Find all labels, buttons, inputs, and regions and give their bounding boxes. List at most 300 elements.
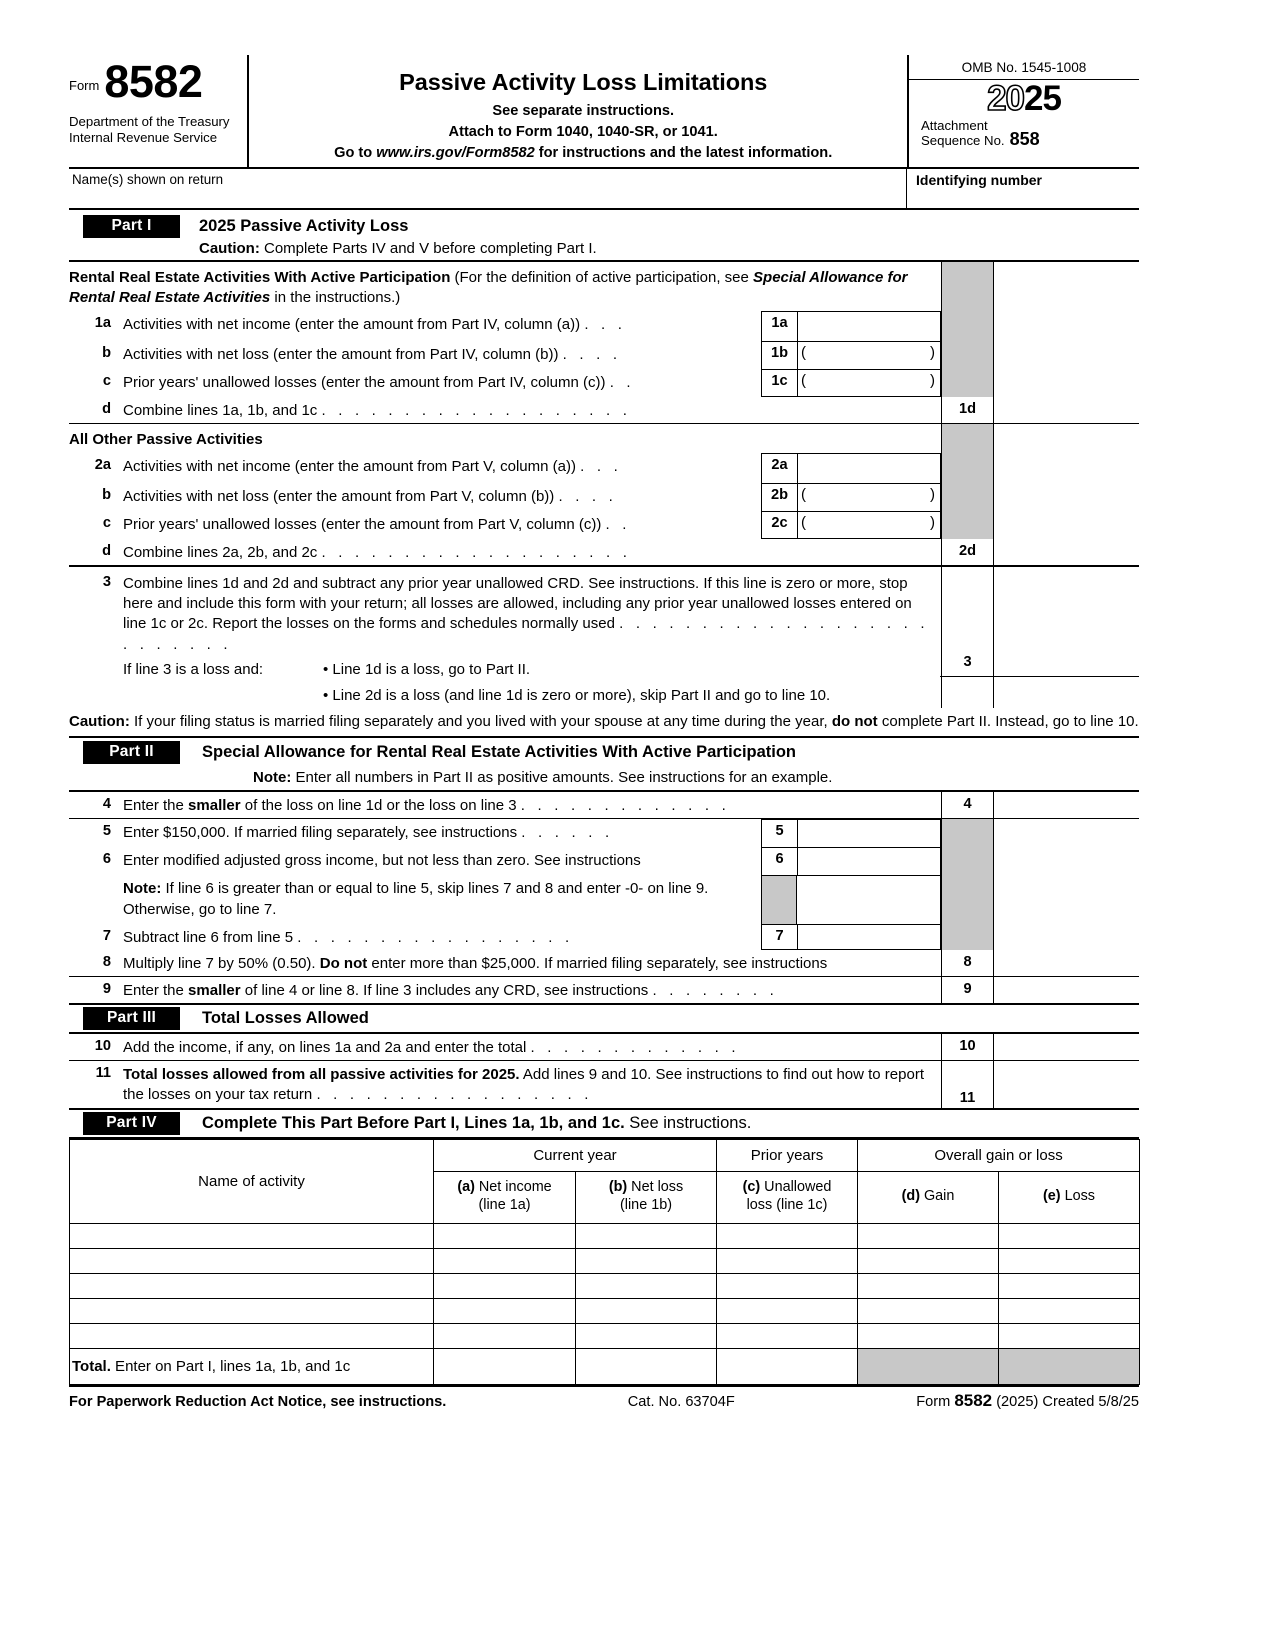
answer-column-spacer-2 [993, 424, 1139, 453]
line-9-post: of line 4 or line 8. If line 3 includes any CRD, see instructions [240, 981, 653, 999]
shaded-spacer-6 [941, 847, 993, 875]
part-3-title: Total Losses Allowed [202, 1008, 369, 1027]
header-divider [247, 55, 249, 167]
omb-number: OMB No. 1545-1008 [909, 55, 1139, 80]
shaded-spacer-2 [941, 424, 993, 453]
line-3-tag: 3 [963, 654, 972, 671]
part-1-caution-bold: Caution: [199, 240, 260, 257]
activity-gain-cell[interactable] [858, 1248, 999, 1273]
paren-open-1b: ( [801, 343, 806, 361]
line-11-tag-col [941, 1061, 993, 1109]
overall-gain-or-loss-header: Overall gain or loss [858, 1140, 1140, 1172]
table-row [70, 1323, 1140, 1348]
line-1b-amount-box [761, 341, 941, 369]
rental-real-estate-heading [69, 262, 941, 311]
line-2c-row [69, 511, 1139, 539]
total-unallowed-loss-cell[interactable] [717, 1348, 858, 1384]
caution-2-donot: do not [831, 713, 878, 731]
line-2b-number: b [102, 486, 111, 503]
col-c-letter: (c) [742, 1179, 761, 1196]
part-4-banner [69, 1110, 1139, 1137]
rental-heading-bold: Rental Real Estate Activities With Active Participation [69, 269, 451, 286]
line-7-tag: 7 [762, 925, 798, 949]
line-10-tag: 10 [941, 1034, 993, 1060]
part-1-caution-text: Complete Parts IV and V before completing Part I. [259, 240, 597, 257]
line-6-note [123, 875, 761, 924]
line-7-dots: . . . . . . . . . . . . . . . . . [297, 928, 574, 946]
total-gain-shaded-cell [858, 1348, 999, 1384]
line-3-input[interactable] [993, 567, 1139, 709]
part-4-total-rest: Enter on Part I, lines 1a, 1b, and 1c [110, 1357, 351, 1375]
line-2d-dots: . . . . . . . . . . . . . . . . . . . [321, 543, 632, 561]
activity-unallowed-loss-cell[interactable] [717, 1223, 858, 1248]
col-a-line2: (line 1a) [478, 1197, 531, 1214]
answer-spacer-1c [993, 369, 1139, 397]
part-3-tag: Part III [83, 1007, 180, 1030]
line-9-row [69, 977, 1139, 1003]
activity-gain-cell[interactable] [858, 1273, 999, 1298]
note6-blank-cell [797, 875, 941, 924]
part-4-title-bold: Complete This Part Before Part I, Lines 1a, 1b, and 1c. [202, 1114, 625, 1133]
form-label: Form [69, 78, 100, 94]
col-d-header [858, 1172, 999, 1224]
line-1a-row [69, 311, 1139, 341]
line-2a-amount-box [761, 453, 941, 483]
line-9-pre: Enter the [123, 981, 189, 999]
col-b-line2: (line 1b) [620, 1197, 672, 1214]
irs-url[interactable]: www.irs.gov/Form8582 [376, 145, 535, 161]
form-identity-block [69, 55, 247, 167]
prior-years-header: Prior years [717, 1140, 858, 1172]
line-1b-tag: 1b [762, 342, 798, 369]
part-2-note-bold: Note: [253, 769, 292, 787]
line-9-tag: 9 [941, 977, 993, 1003]
line-3-conditions [123, 660, 935, 707]
line-8-pre: Multiply line 7 by 50% (0.50). [123, 954, 320, 972]
table-row [70, 1223, 1140, 1248]
line-1d-dots: . . . . . . . . . . . . . . . . . . . [321, 401, 632, 419]
activity-net-income-cell[interactable] [434, 1248, 576, 1273]
line-2c-number: c [102, 514, 111, 531]
subtitle-see-instructions: See separate instructions. [492, 103, 675, 119]
answer-spacer-6 [993, 847, 1139, 875]
line-2a-row [69, 453, 1139, 483]
line-10-number: 10 [94, 1037, 111, 1054]
answer-spacer-2b [993, 483, 1139, 511]
activity-unallowed-loss-cell[interactable] [717, 1323, 858, 1348]
table-row [70, 1298, 1140, 1323]
all-other-heading [69, 424, 941, 453]
line-6-input[interactable] [798, 848, 940, 875]
line-2d-input[interactable] [993, 539, 1139, 565]
line-2d-row [69, 539, 1139, 565]
activity-loss-cell[interactable] [999, 1273, 1140, 1298]
attachment-number: 858 [1009, 129, 1040, 150]
answer-spacer-2c [993, 511, 1139, 539]
line-1c-dots: . . [609, 373, 635, 391]
all-other-heading-text: All Other Passive Activities [69, 430, 263, 448]
line-1b-dots: . . . . [562, 345, 622, 363]
line-2d-tag: 2d [941, 539, 993, 565]
department-line-2: Internal Revenue Service [69, 129, 218, 145]
current-year-header: Current year [434, 1140, 717, 1172]
omb-block [907, 55, 1139, 167]
line-5-text [123, 819, 761, 847]
activity-net-income-cell[interactable] [434, 1323, 576, 1348]
activity-loss-cell[interactable] [999, 1248, 1140, 1273]
line-6-note-spacer [69, 875, 123, 924]
form-header [69, 55, 1139, 169]
answer-column-spacer [993, 262, 1139, 311]
caution-2-text-b: complete Part II. Instead, go to line 10. [877, 713, 1139, 731]
footer-form-id [916, 1391, 1139, 1411]
col-b-line1: Net loss [627, 1179, 684, 1196]
col-e-line1: Loss [1060, 1188, 1095, 1205]
footer-form-word: Form [916, 1393, 955, 1410]
activity-gain-cell[interactable] [858, 1223, 999, 1248]
part-1-banner [69, 210, 1139, 260]
goto-prefix: Go to [334, 145, 377, 161]
part-3-banner [69, 1005, 1139, 1032]
line-4-input[interactable] [993, 792, 1139, 818]
line-7-label: Subtract line 6 from line 5 [123, 928, 294, 946]
answer-spacer-1b [993, 341, 1139, 369]
activity-unallowed-loss-cell[interactable] [717, 1298, 858, 1323]
activity-net-income-cell[interactable] [434, 1298, 576, 1323]
line-9-bold: smaller [188, 981, 241, 999]
shaded-spacer-1b [941, 341, 993, 369]
line-1d-row [69, 397, 1139, 423]
line-7-input[interactable] [798, 925, 940, 949]
answer-spacer-note6 [993, 875, 1139, 924]
line-3-input-rule [992, 676, 1139, 677]
catalog-number: Cat. No. 63704F [627, 1393, 735, 1410]
activity-gain-cell[interactable] [858, 1323, 999, 1348]
line-8-tag: 8 [941, 950, 993, 976]
shaded-spacer-2b [941, 483, 993, 511]
paren-close-2b: ) [930, 485, 935, 503]
caution-2-text-a: If your filing status is married filing separately and you lived with your spouse at any time during the year, [129, 713, 832, 731]
total-net-income-cell[interactable] [434, 1348, 576, 1384]
page-title: Passive Activity Loss Limitations [399, 69, 768, 95]
subtitle-goto-url [263, 145, 903, 161]
line-1c-row [69, 369, 1139, 397]
part-4-total-row [70, 1348, 1140, 1384]
activity-name-cell[interactable] [70, 1273, 434, 1298]
paperwork-notice: For Paperwork Reduction Act Notice, see instructions. [69, 1393, 447, 1410]
line-1a-dots: . . . [584, 315, 627, 333]
line-2b-input[interactable] [798, 484, 940, 511]
line-4-pre: Enter the [123, 797, 189, 815]
goto-suffix: for instructions and the latest information. [534, 145, 833, 161]
line-1a-input[interactable] [798, 312, 940, 341]
form-footer [69, 1387, 1139, 1411]
attachment-sequence [909, 117, 1139, 154]
table-row [70, 1248, 1140, 1273]
paren-open-1c: ( [801, 371, 806, 389]
line-2d-number: d [102, 542, 111, 559]
line-3-tag-rule [940, 676, 994, 677]
col-b-header [576, 1172, 717, 1224]
col-c-header [717, 1172, 858, 1224]
line-11-input[interactable] [993, 1061, 1139, 1109]
line-4-row [69, 792, 1139, 818]
line-6-number: 6 [102, 851, 111, 868]
line-1b-row [69, 341, 1139, 369]
line-2c-label: Prior years' unallowed losses (enter the amount from Part V, column (c)) [123, 515, 602, 533]
taxpayer-row [69, 169, 1139, 210]
shaded-spacer-2c [941, 511, 993, 539]
line-7-amount-box [761, 924, 941, 950]
line-5-tag: 5 [762, 820, 798, 847]
tax-year [909, 81, 1139, 117]
line-1b-input[interactable] [798, 342, 940, 369]
part-1-title: 2025 Passive Activity Loss [199, 217, 409, 235]
line-11-rest: Add lines 9 and 10. See instructions to find out how to report the losses on your tax return [123, 1065, 924, 1103]
col-a-line1: Net income [474, 1179, 552, 1196]
line-1a-label: Activities with net income (enter the amount from Part IV, column (a)) [123, 315, 581, 333]
footer-form-number: 8582 [954, 1390, 993, 1410]
line-8-number: 8 [102, 953, 111, 970]
line-2c-input[interactable] [798, 512, 940, 538]
line-5-input[interactable] [798, 820, 940, 847]
line-1a-amount-box [761, 311, 941, 341]
line-2b-text [123, 483, 761, 511]
line-2a-input[interactable] [798, 454, 940, 483]
activity-loss-cell[interactable] [999, 1323, 1140, 1348]
part-2-tag: Part II [83, 741, 180, 764]
line-4-post: of the loss on line 1d or the loss on line 3 [240, 797, 517, 815]
line-4-text [123, 792, 941, 818]
line-3-bullets [323, 660, 830, 707]
line-5-number: 5 [102, 823, 111, 840]
name-of-activity-header: Name of activity [70, 1140, 434, 1224]
activity-net-loss-cell[interactable] [576, 1323, 717, 1348]
line-1a-number: 1a [94, 314, 111, 331]
line-2c-dots: . . [605, 515, 631, 533]
line-7-text [123, 924, 761, 950]
line-2b-row [69, 483, 1139, 511]
shaded-spacer [941, 262, 993, 311]
line-3-label: Combine lines 1d and 2d and subtract any prior year unallowed CRD. See instructions. If this line is zero or more, stop here and include this form with your return; all losses are allowed, including any prior year unallowed losses entered on line 1c or 2c. Report the losses on the forms and schedules normally used [123, 574, 912, 633]
line-2a-dots: . . . [580, 457, 622, 475]
activity-net-loss-cell[interactable] [576, 1223, 717, 1248]
year-century: 20 [987, 79, 1024, 118]
col-d-line1: Gain [919, 1188, 955, 1205]
rental-heading-tail: in the instructions.) [270, 288, 401, 306]
line-1c-amount-box [761, 369, 941, 397]
line-2a-text [123, 453, 761, 483]
identifying-number-label: Identifying number [916, 172, 1042, 188]
line-11-row [69, 1061, 1139, 1109]
activity-net-loss-cell[interactable] [576, 1273, 717, 1298]
line-1d-tag: 1d [941, 397, 993, 423]
line-10-input[interactable] [993, 1034, 1139, 1060]
line-1b-number: b [102, 344, 111, 361]
total-net-loss-cell[interactable] [576, 1348, 717, 1384]
line-2b-amount-box [761, 483, 941, 511]
line-5-amount-box [761, 819, 941, 847]
shaded-spacer-2a [941, 453, 993, 483]
activity-loss-cell[interactable] [999, 1223, 1140, 1248]
part-4-total-label [70, 1348, 434, 1384]
names-shown-label: Name(s) shown on return [72, 172, 224, 187]
activity-net-loss-cell[interactable] [576, 1298, 717, 1323]
line-11-tag: 11 [959, 1090, 976, 1107]
activity-net-income-cell[interactable] [434, 1273, 576, 1298]
answer-spacer-1a [993, 311, 1139, 341]
shaded-tag-note6 [761, 875, 797, 924]
shaded-spacer-5 [941, 819, 993, 847]
activity-gain-cell[interactable] [858, 1298, 999, 1323]
line-8-input[interactable] [993, 950, 1139, 976]
paren-close-1b: ) [930, 343, 935, 361]
part-4-table [69, 1139, 1140, 1385]
line-1d-label: Combine lines 1a, 1b, and 1c [123, 401, 318, 419]
table-row [70, 1273, 1140, 1298]
line-3-row [69, 567, 1139, 709]
paren-open-2c: ( [801, 513, 806, 531]
paren-close-2c: ) [930, 513, 935, 531]
col-a-letter: (a) [457, 1179, 475, 1196]
activity-net-loss-cell[interactable] [576, 1248, 717, 1273]
department-line-1: Department of the Treasury [69, 114, 230, 130]
line-1c-label: Prior years' unallowed losses (enter the amount from Part IV, column (c)) [123, 373, 606, 391]
line-8-post: enter more than $25,000. If married filing separately, see instructions [367, 954, 828, 972]
line-8-text [123, 950, 941, 976]
footer-form-year: (2025) Created 5/8/25 [992, 1393, 1139, 1410]
line-9-number: 9 [102, 980, 111, 997]
line-1d-number: d [102, 400, 111, 417]
part-4-title [180, 1112, 751, 1133]
line-3-cond-lead: If line 3 is a loss and: [123, 660, 264, 678]
attachment-label-2: Sequence No. [921, 133, 1005, 148]
identifying-number-field[interactable] [907, 169, 1139, 208]
line-2d-text [123, 539, 941, 565]
line-2c-tag: 2c [762, 512, 798, 538]
activity-net-income-cell[interactable] [434, 1223, 576, 1248]
line-3-dots: . . . . . . . . . . . . . . . . . . . . . . . . . . [123, 615, 929, 653]
line-9-input[interactable] [993, 977, 1139, 1003]
part-4-tag: Part IV [83, 1112, 180, 1135]
line-4-tag: 4 [941, 792, 993, 818]
form-sheet [69, 55, 1139, 1411]
part-1-tag: Part I [83, 215, 180, 238]
part-1-caution-2 [69, 708, 1139, 736]
col-c-line2: loss (line 1c) [746, 1197, 828, 1214]
line-5-row [69, 819, 1139, 847]
activity-unallowed-loss-cell[interactable] [717, 1273, 858, 1298]
col-a-header [434, 1172, 576, 1224]
line-11-text [123, 1061, 941, 1109]
line-3-tag-col [941, 567, 993, 709]
paren-close-1c: ) [930, 371, 935, 389]
names-shown-field[interactable] [69, 169, 907, 208]
part-4-total-bold: Total. [72, 1357, 111, 1375]
line-5-dots: . . . . . . [521, 824, 614, 842]
col-e-letter: (e) [1043, 1188, 1061, 1205]
line-9-dots: . . . . . . . . [652, 981, 778, 999]
shaded-spacer-7 [941, 924, 993, 950]
line-2b-label: Activities with net loss (enter the amount from Part V, column (b)) [123, 487, 555, 505]
form-number: 8582 [104, 56, 203, 107]
answer-spacer-5 [993, 819, 1139, 847]
line-6-row [69, 847, 1139, 875]
line-1d-input[interactable] [993, 397, 1139, 423]
line-1b-label: Activities with net loss (enter the amount from Part IV, column (b)) [123, 345, 559, 363]
line-10-text [123, 1034, 941, 1060]
col-d-letter: (d) [901, 1188, 920, 1205]
part-4-group-header-row [70, 1140, 1140, 1172]
rental-heading-rest: (For the definition of active participation, see [450, 269, 754, 286]
year-suffix: 25 [1024, 79, 1061, 118]
shaded-spacer-1a [941, 311, 993, 341]
line-10-dots: . . . . . . . . . . . . . [530, 1038, 740, 1056]
line-1c-tag: 1c [762, 370, 798, 396]
line-1b-text [123, 341, 761, 369]
shaded-spacer-1c [941, 369, 993, 397]
line-1a-text [123, 311, 761, 341]
col-c-line1: Unallowed [760, 1179, 832, 1196]
line-3-text [123, 567, 941, 709]
part-4-title-rest: See instructions. [624, 1114, 752, 1133]
tax-year-block [909, 80, 1139, 153]
line-6-text: Enter modified adjusted gross income, but not less than zero. See instructions [123, 852, 641, 870]
line-8-row [69, 950, 1139, 976]
line-4-number: 4 [102, 796, 111, 813]
part-2-note-text: Enter all numbers in Part II as positive amounts. See instructions for an example. [291, 769, 833, 787]
part-2-title: Special Allowance for Rental Real Estate Activities With Active Participation [202, 743, 797, 762]
subtitle-attach-to: Attach to Form 1040, 1040-SR, or 1041. [448, 124, 718, 140]
department-block [69, 114, 247, 145]
caution-2-bold: Caution: [69, 713, 130, 731]
line-11-bold: Total losses allowed from all passive activities for 2025. [123, 1065, 520, 1083]
paren-open-2b: ( [801, 485, 806, 503]
line-1a-tag: 1a [762, 312, 798, 341]
activity-unallowed-loss-cell[interactable] [717, 1248, 858, 1273]
col-e-header [999, 1172, 1140, 1224]
line-2d-label: Combine lines 2a, 2b, and 2c [123, 543, 318, 561]
line-2a-label: Activities with net income (enter the amount from Part V, column (a)) [123, 457, 576, 475]
col-b-letter: (b) [608, 1179, 628, 1196]
line-7-row [69, 924, 1139, 950]
line-2b-tag: 2b [762, 484, 798, 511]
total-loss-shaded-cell [999, 1348, 1140, 1384]
line-3-bullet-1: • Line 1d is a loss, go to Part II. [323, 660, 531, 678]
activity-name-cell[interactable] [70, 1323, 434, 1348]
line-1c-input[interactable] [798, 370, 940, 396]
line-2c-amount-box [761, 511, 941, 539]
rental-heading-italic: Special Allowance for Rental Real Estate Activities [69, 269, 908, 306]
line-4-dots: . . . . . . . . . . . . . [520, 797, 730, 815]
line-1c-text [123, 369, 761, 397]
activity-name-cell[interactable] [70, 1298, 434, 1323]
line-2b-dots: . . . . [558, 487, 618, 505]
shaded-spacer-note6 [941, 875, 993, 924]
line-1c-number: c [102, 372, 111, 389]
line-3-bullet-2: • Line 2d is a loss (and line 1d is zero or more), skip Part II and go to line 10. [323, 687, 831, 705]
line-10-label: Add the income, if any, on lines 1a and 2a and enter the total [123, 1038, 531, 1056]
activity-name-cell[interactable] [70, 1248, 434, 1273]
line-5-label: Enter $150,000. If married filing separately, see instructions [123, 824, 518, 842]
answer-spacer-7 [993, 924, 1139, 950]
line-6-note-row [69, 875, 1139, 924]
activity-name-cell[interactable] [70, 1223, 434, 1248]
activity-loss-cell[interactable] [999, 1298, 1140, 1323]
part-2-banner [69, 738, 1139, 764]
line-3-number: 3 [102, 573, 111, 590]
line-6-note-text: If line 6 is greater than or equal to line 5, skip lines 7 and 8 and enter -0- on line 9. Otherwise, go to line 7. [123, 880, 709, 918]
